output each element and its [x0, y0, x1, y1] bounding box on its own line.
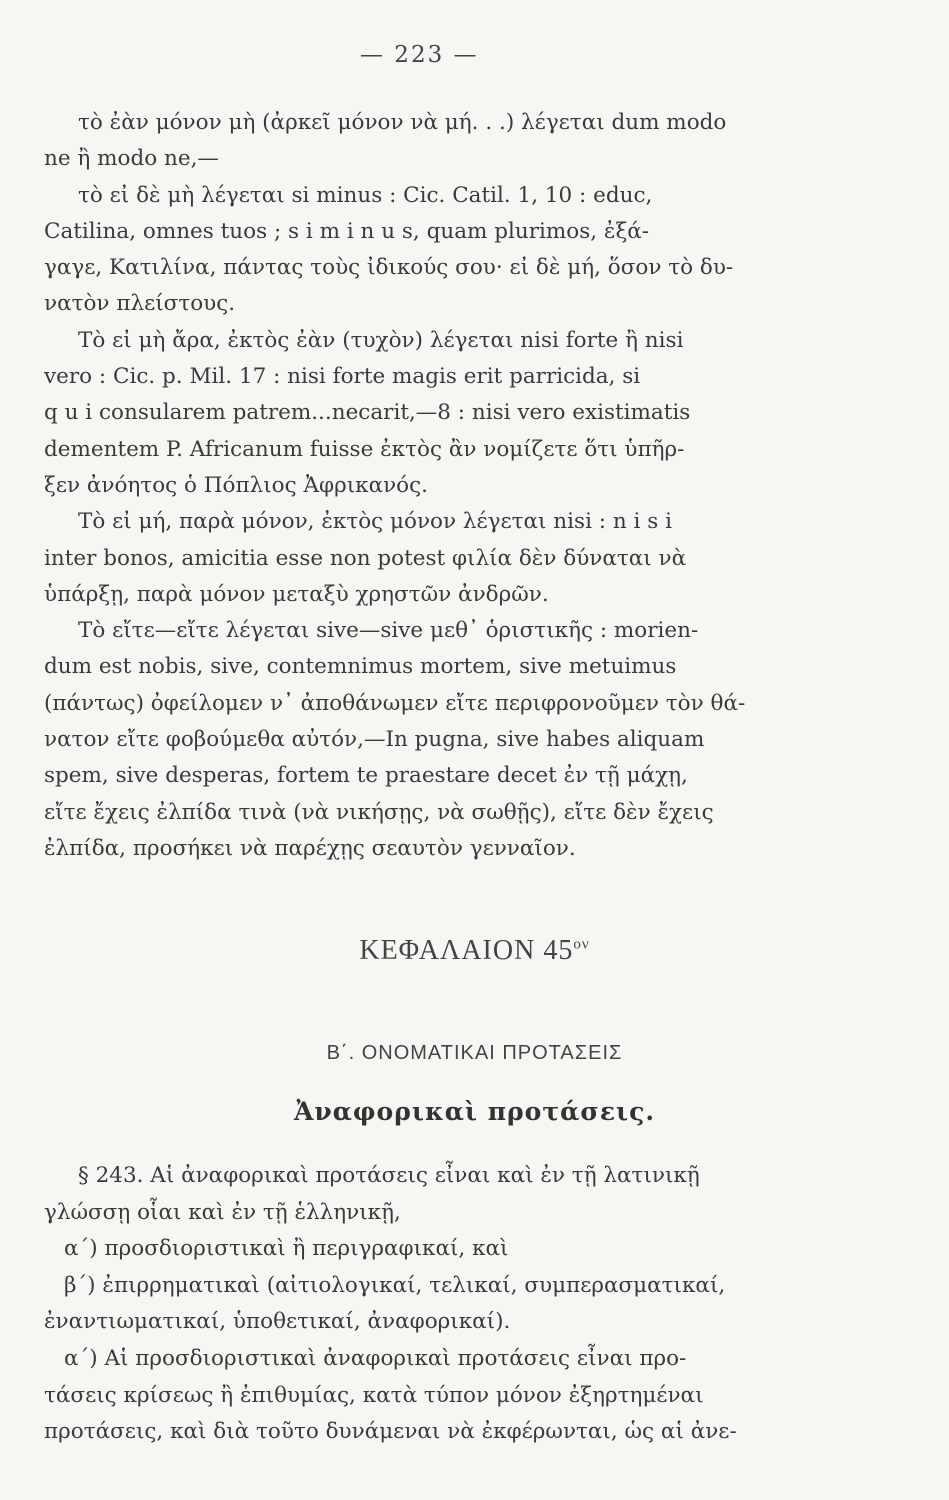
text-line: α΄) Αἱ προσδιοριστικαὶ ἀναφορικαὶ προτάσεις εἶναι προ- — [64, 1345, 687, 1371]
text-line: εἴτε ἔχεις ἐλπίδα τινὰ (νὰ νικήσῃς, νὰ σωθῇς), εἴτε δὲν ἔχεις — [44, 799, 714, 825]
chapter-title: ΚΕΦΑΛΑΙΟΝ — [359, 935, 536, 966]
text-line: q u i consularem patrem...necarit,—8 : nisi vero existimatis — [44, 400, 691, 426]
text-line: ξεν ἀνόητος ὁ Πόπλιος Ἀφρικανός. — [44, 472, 428, 498]
text-line: νατον εἴτε φοβούμεθα αὐτόν,—In pugna, sive habes aliquam — [44, 727, 705, 753]
chapter-heading — [0, 935, 949, 967]
text-line: ὑπάρξῃ, παρὰ μόνον μεταξὺ χρηστῶν ἀνδρῶν. — [44, 581, 549, 607]
text-line: γλώσσῃ οἷαι καὶ ἐν τῇ ἑλληνικῇ, — [44, 1199, 401, 1225]
paragraph-2 — [44, 1158, 844, 1451]
text-line: νατὸν πλείστους. — [44, 291, 236, 317]
text-line: β΄) ἐπιρρηματικαὶ (αἰτιολογικαί, τελικαί, συμπερασματικαί, — [64, 1272, 726, 1298]
text-line: ne ἢ modo ne,— — [44, 146, 219, 172]
subsection-title: Ἀναφορικαὶ προτάσεις. — [293, 1097, 656, 1126]
text-line: spem, sive desperas, fortem te praestare decet ἐν τῇ μάχῃ, — [44, 763, 688, 789]
text-line: α΄) προσδιοριστικαὶ ἢ περιγραφικαί, καὶ — [64, 1236, 509, 1262]
section-title: Β΄. ΟΝΟΜΑΤΙΚΑΙ ΠΡΟΤΑΣΕΙΣ — [326, 1042, 623, 1064]
text-line: inter bonos, amicitia esse non potest φιλία δὲν δύναται νὰ — [44, 545, 687, 571]
text-line: Catilina, omnes tuos ; s i m i n u s, quam plurimos, ἐξά- — [44, 218, 650, 244]
chapter-number: 45 — [543, 935, 574, 966]
text-line: τὸ ἐὰν μόνον μὴ (ἀρκεῖ μόνον νὰ μή. . .) λέγεται dum modo — [78, 110, 727, 135]
text-line: dum est nobis, sive, contemnimus mortem, sive metuimus — [44, 654, 677, 680]
text-line: τάσεις κρίσεως ἢ ἐπιθυμίας, κατὰ τύπον μόνον ἐξηρτημέναι — [44, 1382, 704, 1408]
chapter-number-suffix: ον — [573, 936, 590, 953]
text-line: γαγε, Κατιλίνα, πάντας τοὺς ἰδικούς σου· εἰ δὲ μή, ὅσον τὸ δυ- — [44, 255, 734, 281]
text-line: Τὸ εἰ μή, παρὰ μόνον, ἐκτὸς μόνον λέγεται nisi : n i s i — [78, 509, 672, 535]
text-line: § 243. Αἱ ἀναφορικαὶ προτάσεις εἶναι καὶ ἐν τῇ λατινικῇ — [78, 1163, 700, 1188]
text-line: ἐλπίδα, προσήκει νὰ παρέχῃς σεαυτὸν γενναῖον. — [44, 835, 576, 861]
text-line: προτάσεις, καὶ διὰ τοῦτο δυνάμεναι νὰ ἐκφέρωνται, ὡς αἱ ἀνε- — [44, 1419, 737, 1445]
text-line: vero : Cic. p. Mil. 17 : nisi forte magis erit parricida, si — [44, 364, 641, 390]
text-line: Τὸ εἴτε—εἴτε λέγεται sive—sive μεθ᾽ ὁριστικῆς : morien- — [78, 618, 699, 644]
paragraph-1 — [44, 105, 844, 867]
text-line: Τὸ εἰ μὴ ἄρα, ἐκτὸς ἐὰν (τυχὸν) λέγεται nisi forte ἢ nisi — [78, 327, 684, 353]
text-line: dementem P. Africanum fuisse ἐκτὸς ἂν νομίζετε ὅτι ὑπῆρ- — [44, 436, 685, 462]
text-line: τὸ εἰ δὲ μὴ λέγεται si minus : Cic. Catil. 1, 10 : educ, — [78, 182, 653, 208]
text-line: (πάντως) ὀφείλομεν ν᾽ ἀποθάνωμεν εἴτε περιφρονοῦμεν τὸν θά- — [44, 690, 746, 716]
text-line: ἐναντιωματικαί, ὑποθετικαί, ἀναφορικαί). — [44, 1309, 511, 1335]
page-number: — 223 — — [360, 42, 479, 68]
